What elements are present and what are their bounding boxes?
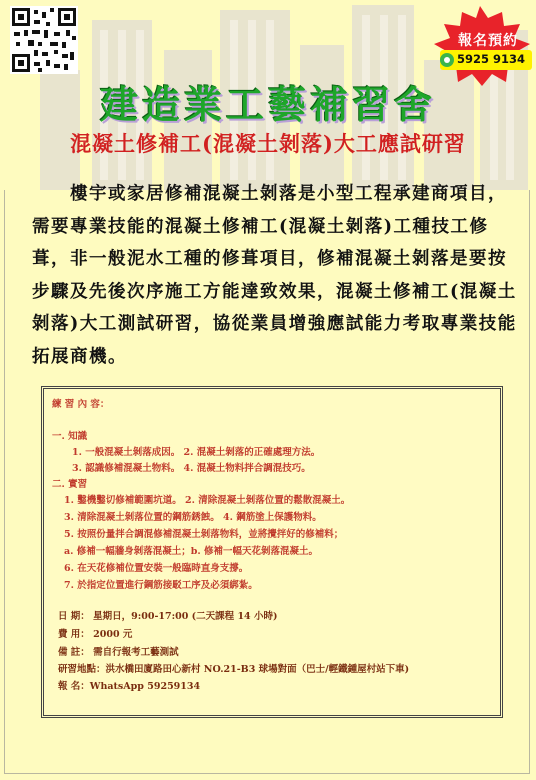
detail-date: 日 期： 星期日，9:00-17:00 (二天課程 14 小時) bbox=[58, 611, 278, 622]
detail-remark: 備 註： 需自行報考工藝測試 bbox=[58, 647, 179, 658]
badge-phone-number: 5925 9134 bbox=[457, 52, 526, 66]
knowledge-item: 1. 一般混凝土剝落成因。 2. 混凝土剝落的正確處理方法。 bbox=[72, 447, 321, 458]
whatsapp-icon bbox=[440, 53, 454, 67]
badge-phone[interactable] bbox=[440, 52, 536, 67]
course-heading: 練 習 內 容： bbox=[52, 399, 110, 410]
practice-item: 1. 鑿機鑿切修補範圍坑道。 2. 清除混凝土剝落位置的鬆散混凝土。 bbox=[64, 495, 351, 506]
practice-item: 6. 在天花修補位置安裝一般臨時直身支撐。 bbox=[64, 563, 249, 574]
intro-text bbox=[32, 178, 518, 373]
detail-enrol[interactable]: 報 名：WhatsApp 59259134 bbox=[58, 681, 201, 692]
page-subtitle: 混凝土修補工(混凝土剝落)大工應試研習 bbox=[70, 131, 466, 156]
detail-location: 研習地點：洪水橋田廈路田心新村 NO.21-B3 球場對面（巴士/輕鐵鍾屋村站下車) bbox=[58, 664, 410, 675]
practice-item: 5. 按照份量拌合調混修補混凝土剝落物料，並將攪拌好的修補料； bbox=[64, 529, 344, 540]
intro-paragraph: 樓宇或家居修補混凝土剝落是小型工程承建商項目，需要專業技能的混凝土修補工(混凝土剝落)工種技工修葺，非一般泥水工種的修葺項目，修補混凝土剝落是要按步驟及先後次序施工方能達致效果，混凝土修補工(混凝土剝落)大工測試研習，協從業員增強應試能力考取專業技能拓展商機。 bbox=[32, 184, 517, 367]
knowledge-label: 一. 知識 bbox=[52, 431, 88, 442]
detail-fee: 費 用： 2000 元 bbox=[58, 629, 133, 640]
qr-code[interactable] bbox=[10, 6, 78, 74]
practice-label: 二. 實習 bbox=[52, 479, 88, 490]
practice-item: 3. 清除混凝土剝落位置的鋼筋銹蝕。 4. 鋼筋塗上保護物料。 bbox=[64, 512, 322, 523]
knowledge-item: 3. 認識修補混凝土物料。 4. 混凝土物料拌合調混技巧。 bbox=[72, 463, 311, 474]
page-title: 建造業工藝補習舍 bbox=[99, 82, 436, 127]
practice-item: 7. 於指定位置進行鋼筋接駁工序及必須綁紮。 bbox=[64, 580, 258, 591]
course-box bbox=[41, 386, 503, 718]
badge-label: 報名預約 bbox=[458, 33, 518, 49]
practice-item: a. 修補一幅牆身剝落混凝土；b. 修補一幅天花剝落混凝土。 bbox=[64, 546, 319, 557]
